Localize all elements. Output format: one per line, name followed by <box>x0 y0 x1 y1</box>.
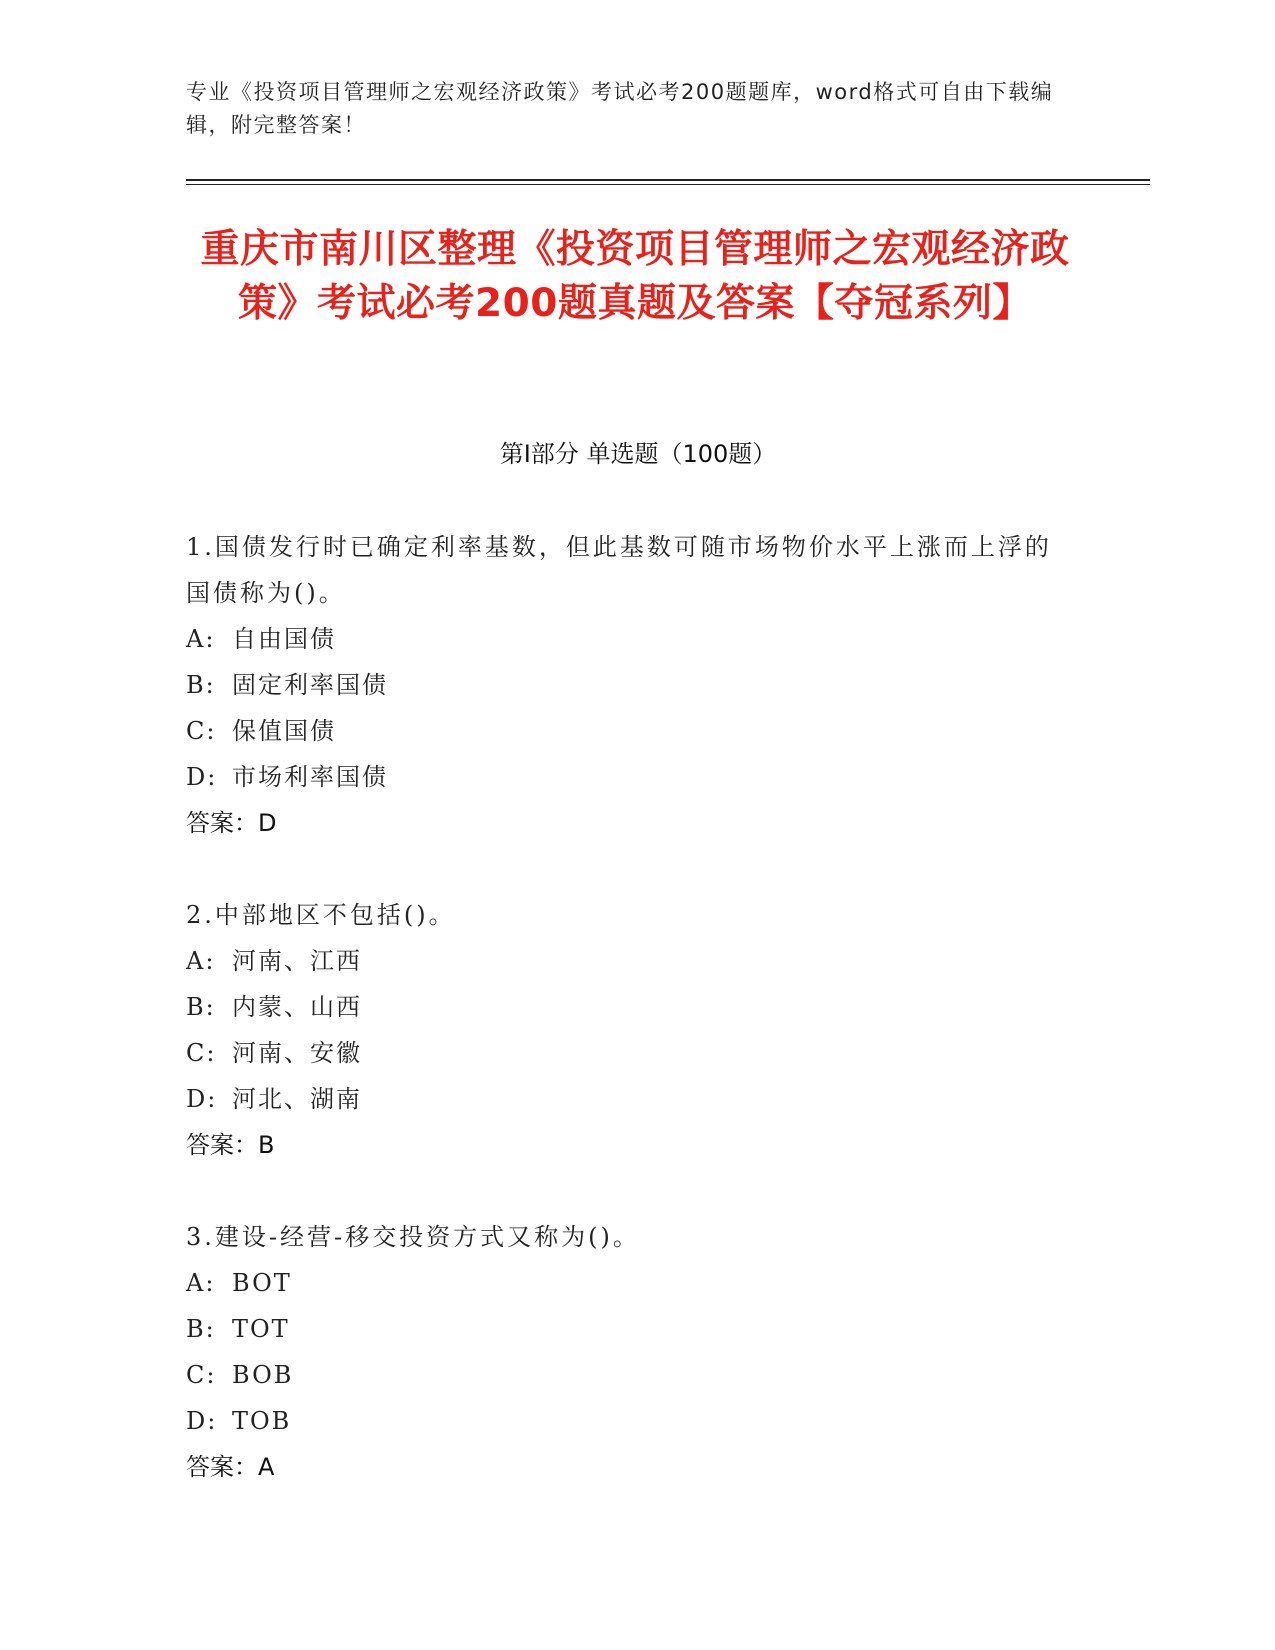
option-text: 河南、安徽 <box>232 1039 362 1067</box>
document-title: 重庆市南川区整理《投资项目管理师之宏观经济政策》考试必考200题真题及答案【夺冠系列】 <box>200 227 1070 326</box>
option-a <box>186 616 1066 662</box>
option-text: 固定利率国债 <box>232 671 388 699</box>
option-b <box>186 1306 1066 1352</box>
option-text: TOT <box>232 1315 290 1343</box>
question-stem: 2.中部地区不包括()。 <box>186 901 456 929</box>
question-answer: 答案：B <box>186 1131 275 1159</box>
option-text: 河南、江西 <box>232 947 362 975</box>
question-answer: 答案：D <box>186 809 277 837</box>
option-b <box>186 984 1066 1030</box>
option-b <box>186 662 1066 708</box>
option-c <box>186 1352 1066 1398</box>
option-letter: C: <box>186 1361 217 1389</box>
option-letter: D: <box>186 1085 218 1113</box>
option-text: 保值国债 <box>232 717 336 745</box>
option-letter: D: <box>186 763 218 791</box>
option-text: 内蒙、山西 <box>232 993 362 1021</box>
question-item <box>186 1214 1066 1490</box>
option-text: 市场利率国债 <box>232 763 388 791</box>
option-text: 自由国债 <box>232 625 336 653</box>
option-d <box>186 1076 1066 1122</box>
question-answer: 答案：A <box>186 1453 275 1481</box>
question-stem: 1.国债发行时已确定利率基数，但此基数可随市场物价水平上涨而上浮的国债称为()。 <box>186 533 1052 607</box>
option-letter: A: <box>186 1269 216 1297</box>
option-a <box>186 1260 1066 1306</box>
header-rule-top <box>186 179 1150 181</box>
option-c <box>186 708 1066 754</box>
header-note: 专业《投资项目管理师之宏观经济政策》考试必考200题题库，word格式可自由下载编辑，附完整答案！ <box>186 80 1054 137</box>
option-c <box>186 1030 1066 1076</box>
option-letter: B: <box>186 1315 216 1343</box>
option-letter: B: <box>186 671 216 699</box>
option-letter: A: <box>186 947 216 975</box>
question-item <box>186 892 1066 1168</box>
option-letter: D: <box>186 1407 218 1435</box>
option-letter: C: <box>186 1039 217 1067</box>
question-item <box>186 524 1066 846</box>
option-text: TOB <box>232 1407 292 1435</box>
option-text: BOT <box>232 1269 292 1297</box>
question-stem: 3.建设-经营-移交投资方式又称为()。 <box>186 1223 640 1251</box>
option-text: BOB <box>232 1361 294 1389</box>
option-text: 河北、湖南 <box>232 1085 362 1113</box>
option-d <box>186 1398 1066 1444</box>
header-rule-bottom <box>186 184 1150 185</box>
section-heading: 第I部分 单选题（100题） <box>499 440 777 468</box>
option-d <box>186 754 1066 800</box>
option-a <box>186 938 1066 984</box>
option-letter: B: <box>186 993 216 1021</box>
question-list <box>186 524 1066 1490</box>
option-letter: A: <box>186 625 216 653</box>
option-letter: C: <box>186 717 217 745</box>
